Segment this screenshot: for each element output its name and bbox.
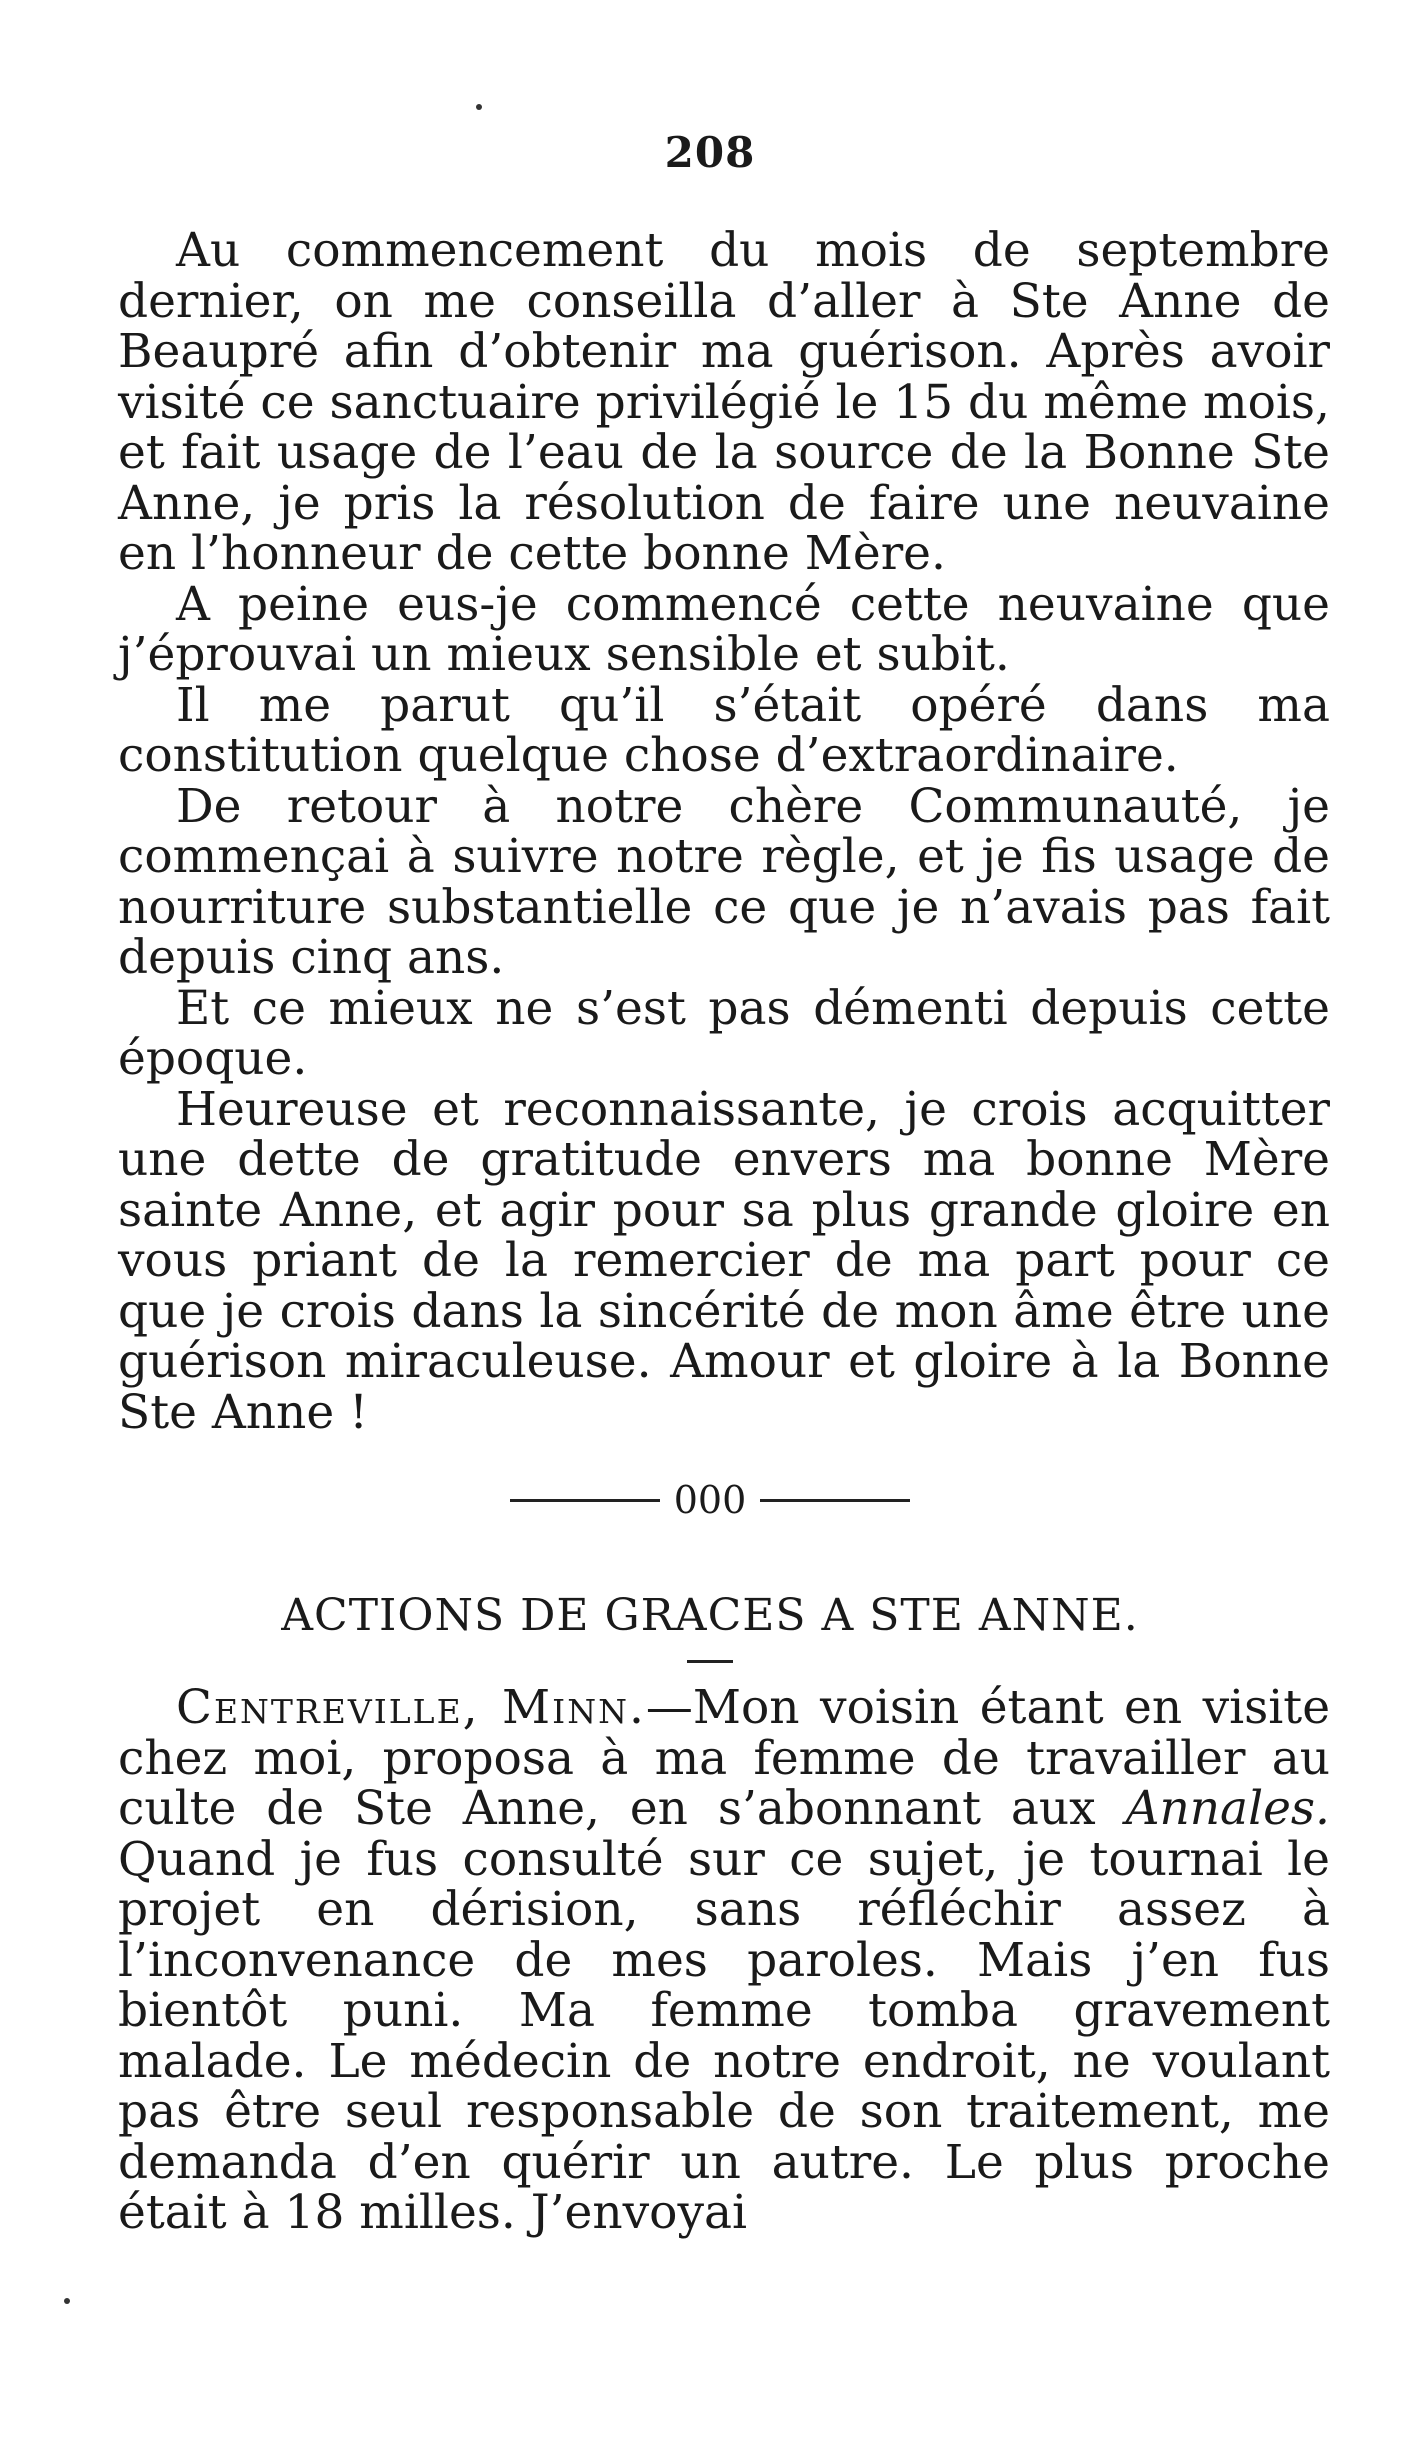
testimony-section — [118, 223, 1330, 1440]
paragraph: De retour à notre chère Communauté, je commençai à suivre notre règle, et je fis usage de nourriture substantielle ce que je n’avais pas fait depuis cinq ans. — [118, 778, 1330, 985]
section-divider — [0, 1478, 1420, 1522]
paragraph: Heureuse et reconnaissante, je crois acquitter une dette de gratitude envers ma bonne Mère sainte Anne, et agir pour sa plus grande gloire en vous priant de la remercier de ma part pour ce que je crois dans la sincérité de mon âme être une guérison miraculeuse. Amour et gloire à la Bonne Ste Anne ! — [118, 1081, 1330, 1440]
letter-dash: — — [645, 1680, 693, 1735]
divider-ornament: 000 — [673, 1478, 747, 1522]
print-speck — [64, 2298, 70, 2304]
paragraph: Au commencement du mois de septembre dernier, on me conseilla d’aller à Ste Anne de Beaupré afin d’obtenir ma guérison. Après avoir visité ce sanctuaire privilégié le 15 du même mois, et fait usage de l’eau de la source de la Bonne Ste Anne, je pris la résolution de faire une neuvaine en l’honneur de cette bonne Mère. — [118, 223, 1330, 581]
paragraph: A peine eus-je commencé cette neuvaine que j’éprouvai un mieux sensible et subit. — [118, 576, 1330, 682]
letter-text-end: Quand je fus consulté sur ce sujet, je tournai le projet en dérision, sans réfléchir assez à l’inconvenance de mes paroles. Mais j’en fus bientôt puni. Ma femme tomba gravement malade. Le médecin de notre endroit, ne voulant pas être seul responsable de son traitement, me demanda d’en quérir un autre. Le plus proche était à 18 milles. J’envoyai — [118, 1831, 1330, 2240]
letter-place: Centreville, Minn. — [176, 1680, 646, 1735]
title-underline — [687, 1660, 733, 1663]
paragraph: Il me parut qu’il s’était opéré dans ma constitution quelque chose d’extraordinaire. — [118, 677, 1330, 783]
divider-rule-right — [760, 1499, 910, 1502]
annales-title: Annales. — [1125, 1781, 1330, 1836]
paragraph: Et ce mieux ne s’est pas démenti depuis cette époque. — [118, 980, 1330, 1086]
divider-rule-left — [510, 1499, 660, 1502]
print-speck — [476, 104, 482, 110]
section-title: ACTIONS DE GRACES A STE ANNE. — [281, 1590, 1139, 1641]
letter-text-start: Mon voisin étant en visite chez moi, proposa à ma femme de travailler au culte de Ste Anne, en s’abonnant aux — [118, 1680, 1331, 1836]
letter-section — [118, 1680, 1331, 2240]
page-number: 208 — [664, 128, 756, 177]
letter-paragraph — [118, 1680, 1331, 2240]
